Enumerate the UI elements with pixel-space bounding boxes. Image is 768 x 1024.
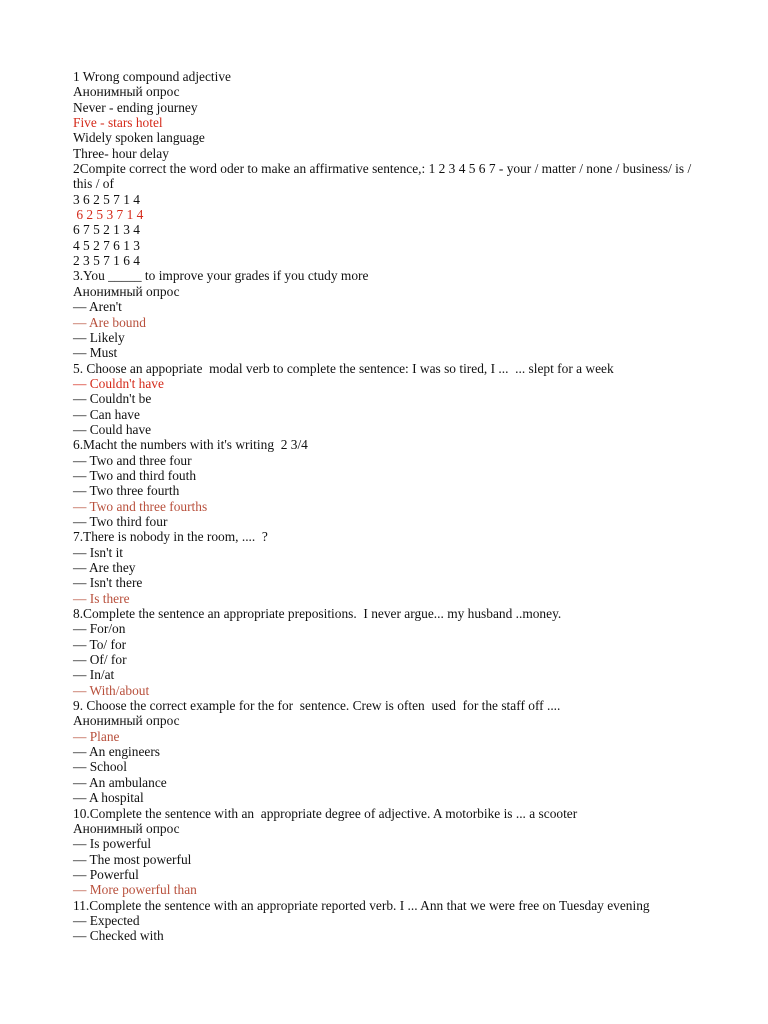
answer-option: Never - ending journey	[73, 99, 198, 115]
answer-option: — In/at	[73, 667, 115, 683]
answer-option: — Powerful	[73, 866, 139, 882]
question-text: 7.There is nobody in the room, .... ?	[73, 529, 268, 545]
highlighted-answer-option: — Are bound	[73, 314, 146, 330]
answer-option: — Expected	[73, 912, 140, 928]
answer-option: — Two third four	[73, 513, 168, 529]
question-text: 8.Complete the sentence an appropriate prepositions. I never argue... my husband ..money.	[73, 606, 562, 622]
answer-option: — Two and third fouth	[73, 467, 197, 483]
answer-option: — Couldn't be	[73, 391, 152, 407]
answer-option: 6 7 5 2 1 3 4	[73, 222, 140, 238]
answer-option: — Of/ for	[73, 652, 127, 668]
anonymous-poll-label: Анонимный опрос	[73, 84, 180, 100]
answer-option: 3 6 2 5 7 1 4	[73, 191, 140, 207]
answer-option: — Isn't it	[73, 544, 124, 560]
answer-option: Three- hour delay	[73, 145, 169, 161]
answer-option: — The most powerful	[73, 851, 192, 867]
question-text: 3.You _____ to improve your grades if you ctudy more	[73, 268, 369, 284]
anonymous-poll-label: Анонимный опрос	[73, 713, 180, 729]
answer-option: — An ambulance	[73, 774, 167, 790]
answer-option: — Could have	[73, 421, 152, 437]
answer-option: — To/ for	[73, 636, 127, 652]
question-text: 11.Complete the sentence with an appropriate reported verb. I ... Ann that we were free on Tuesday evening	[73, 897, 650, 913]
question-text: 2Compite correct the word oder to make an affirmative sentence,: 1 2 3 4 5 6 7 - your / matter / none / business/ is / this / of	[73, 161, 692, 192]
question-text: 5. Choose an appopriate modal verb to complete the sentence: I was so tired, I ... ... slept for a week	[73, 360, 614, 376]
highlighted-answer-option: — Couldn't have	[73, 375, 164, 391]
answer-option: — Aren't	[73, 299, 122, 315]
highlighted-answer-option: — Plane	[73, 728, 120, 744]
answer-option: — School	[73, 759, 127, 775]
highlighted-answer-option: — Two and three fourths	[73, 498, 208, 514]
answer-option: — Isn't there	[73, 575, 143, 591]
highlighted-answer-option: 6 2 5 3 7 1 4	[73, 207, 144, 223]
anonymous-poll-label: Анонимный опрос	[73, 820, 180, 836]
answer-option: — An engineers	[73, 744, 161, 760]
answer-option: — Is powerful	[73, 836, 152, 852]
question-text: 10.Complete the sentence with an appropriate degree of adjective. A motorbike is ... a scooter	[73, 805, 578, 821]
highlighted-answer-option: Five - stars hotel	[73, 115, 163, 131]
answer-option: — Checked with	[73, 928, 164, 944]
answer-option: — Likely	[73, 329, 125, 345]
answer-option: — Can have	[73, 406, 140, 422]
answer-option: — For/on	[73, 621, 126, 637]
question-text: 9. Choose the correct example for the for sentence. Crew is often used for the staff off ....	[73, 698, 561, 714]
answer-option: Widely spoken language	[73, 130, 205, 146]
answer-option: — A hospital	[73, 790, 144, 806]
question-text: 6.Macht the numbers with it's writing 2 3/4	[73, 437, 308, 453]
answer-option: — Must	[73, 345, 118, 361]
answer-option: — Two and three four	[73, 452, 192, 468]
anonymous-poll-label: Анонимный опрос	[73, 283, 180, 299]
answer-option: 4 5 2 7 6 1 3	[73, 237, 140, 253]
answer-option: — Two three fourth	[73, 483, 180, 499]
answer-option: 2 3 5 7 1 6 4	[73, 253, 140, 269]
highlighted-answer-option: — More powerful than	[73, 882, 197, 898]
highlighted-answer-option: — With/about	[73, 682, 150, 698]
document-body	[73, 69, 723, 944]
question-text: 1 Wrong compound adjective	[73, 69, 231, 84]
answer-option: — Are they	[73, 560, 136, 575]
highlighted-answer-option: — Is there	[73, 590, 130, 606]
